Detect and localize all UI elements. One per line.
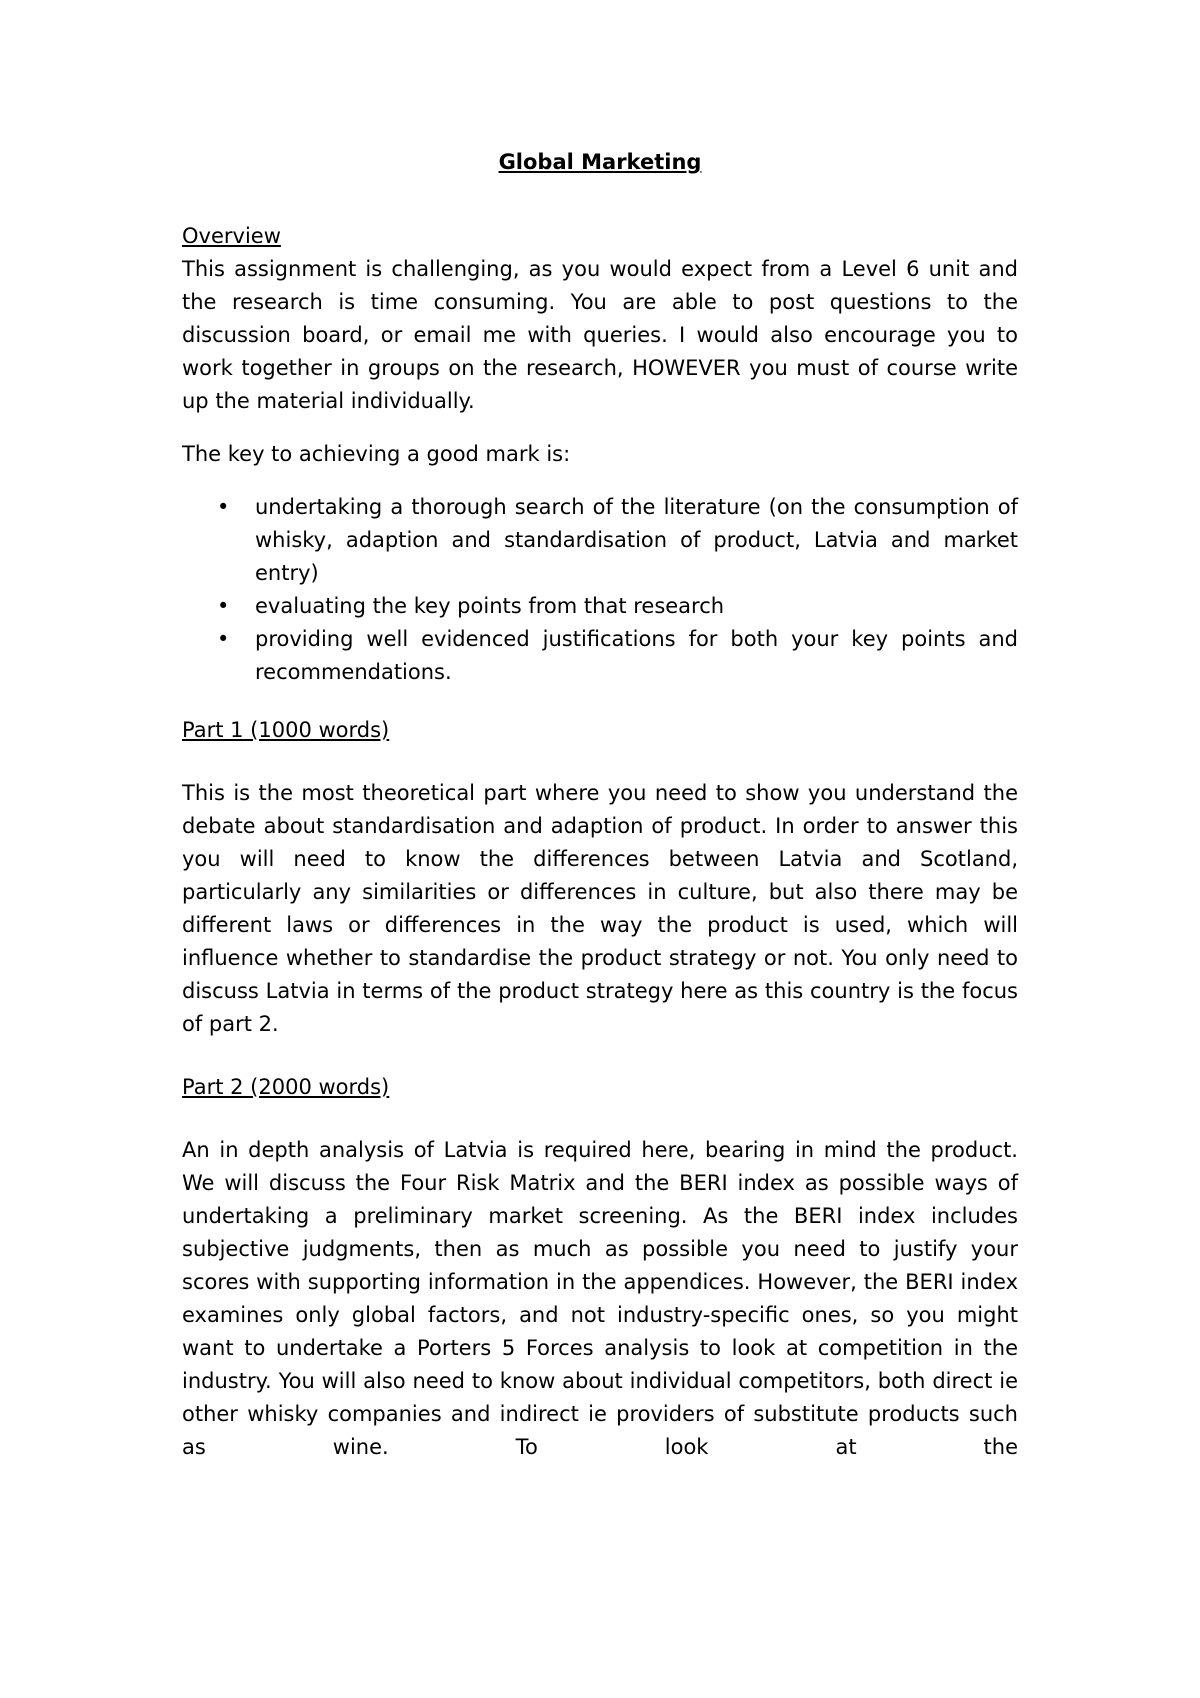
part1-paragraph: This is the most theoretical part where you need to show you understand the debate about standardisation and adaption of product. In order to answer this you will need to know the differences between Latvia and Scotland, particularly any similarities or differences in culture, but also there may be different laws or differences in the way the product is used, which will influence whether to standardise the product strategy or not. You only need to discuss Latvia in terms of the product strategy here as this country is the focus of part 2.	[182, 781, 1018, 1036]
bullet-icon: •	[217, 495, 230, 519]
list-item	[217, 590, 1018, 623]
part2-heading: Part 2 (2000 words)	[182, 1075, 390, 1099]
list-item-text: evaluating the key points from that research	[255, 594, 725, 618]
page-title: Global Marketing	[498, 150, 702, 174]
list-item-text: undertaking a thorough search of the literature (on the consumption of whisky, adaption and standardisation of product, Latvia and market entry)	[255, 495, 1018, 585]
bullet-icon: •	[217, 627, 230, 651]
list-item-text: providing well evidenced justifications for both your key points and recommendations.	[255, 627, 1018, 684]
list-item	[217, 623, 1018, 689]
key-points-list	[182, 491, 1018, 689]
overview-heading: Overview	[182, 224, 281, 248]
list-item	[217, 491, 1018, 590]
bullet-icon: •	[217, 594, 230, 618]
part2-paragraph: An in depth analysis of Latvia is required here, bearing in mind the product. We will discuss the Four Risk Matrix and the BERI index as possible ways of undertaking a preliminary market screening. As the BERI index includes subjective judgments, then as much as possible you need to justify your scores with supporting information in the appendices. However, the BERI index examines only global factors, and not industry-specific ones, so you might want to undertake a Porters 5 Forces analysis to look at competition in the industry. You will also need to know about individual competitors, both direct ie other whisky companies and indirect ie providers of substitute products such as wine. To look at the	[182, 1138, 1018, 1459]
overview-paragraph: This assignment is challenging, as you would expect from a Level 6 unit and the research is time consuming. You are able to post questions to the discussion board, or email me with queries. I would also encourage you to work together in groups on the research, HOWEVER you must of course write up the material individually.	[182, 257, 1018, 413]
part1-heading: Part 1 (1000 words)	[182, 718, 390, 742]
key-intro: The key to achieving a good mark is:	[182, 442, 571, 466]
